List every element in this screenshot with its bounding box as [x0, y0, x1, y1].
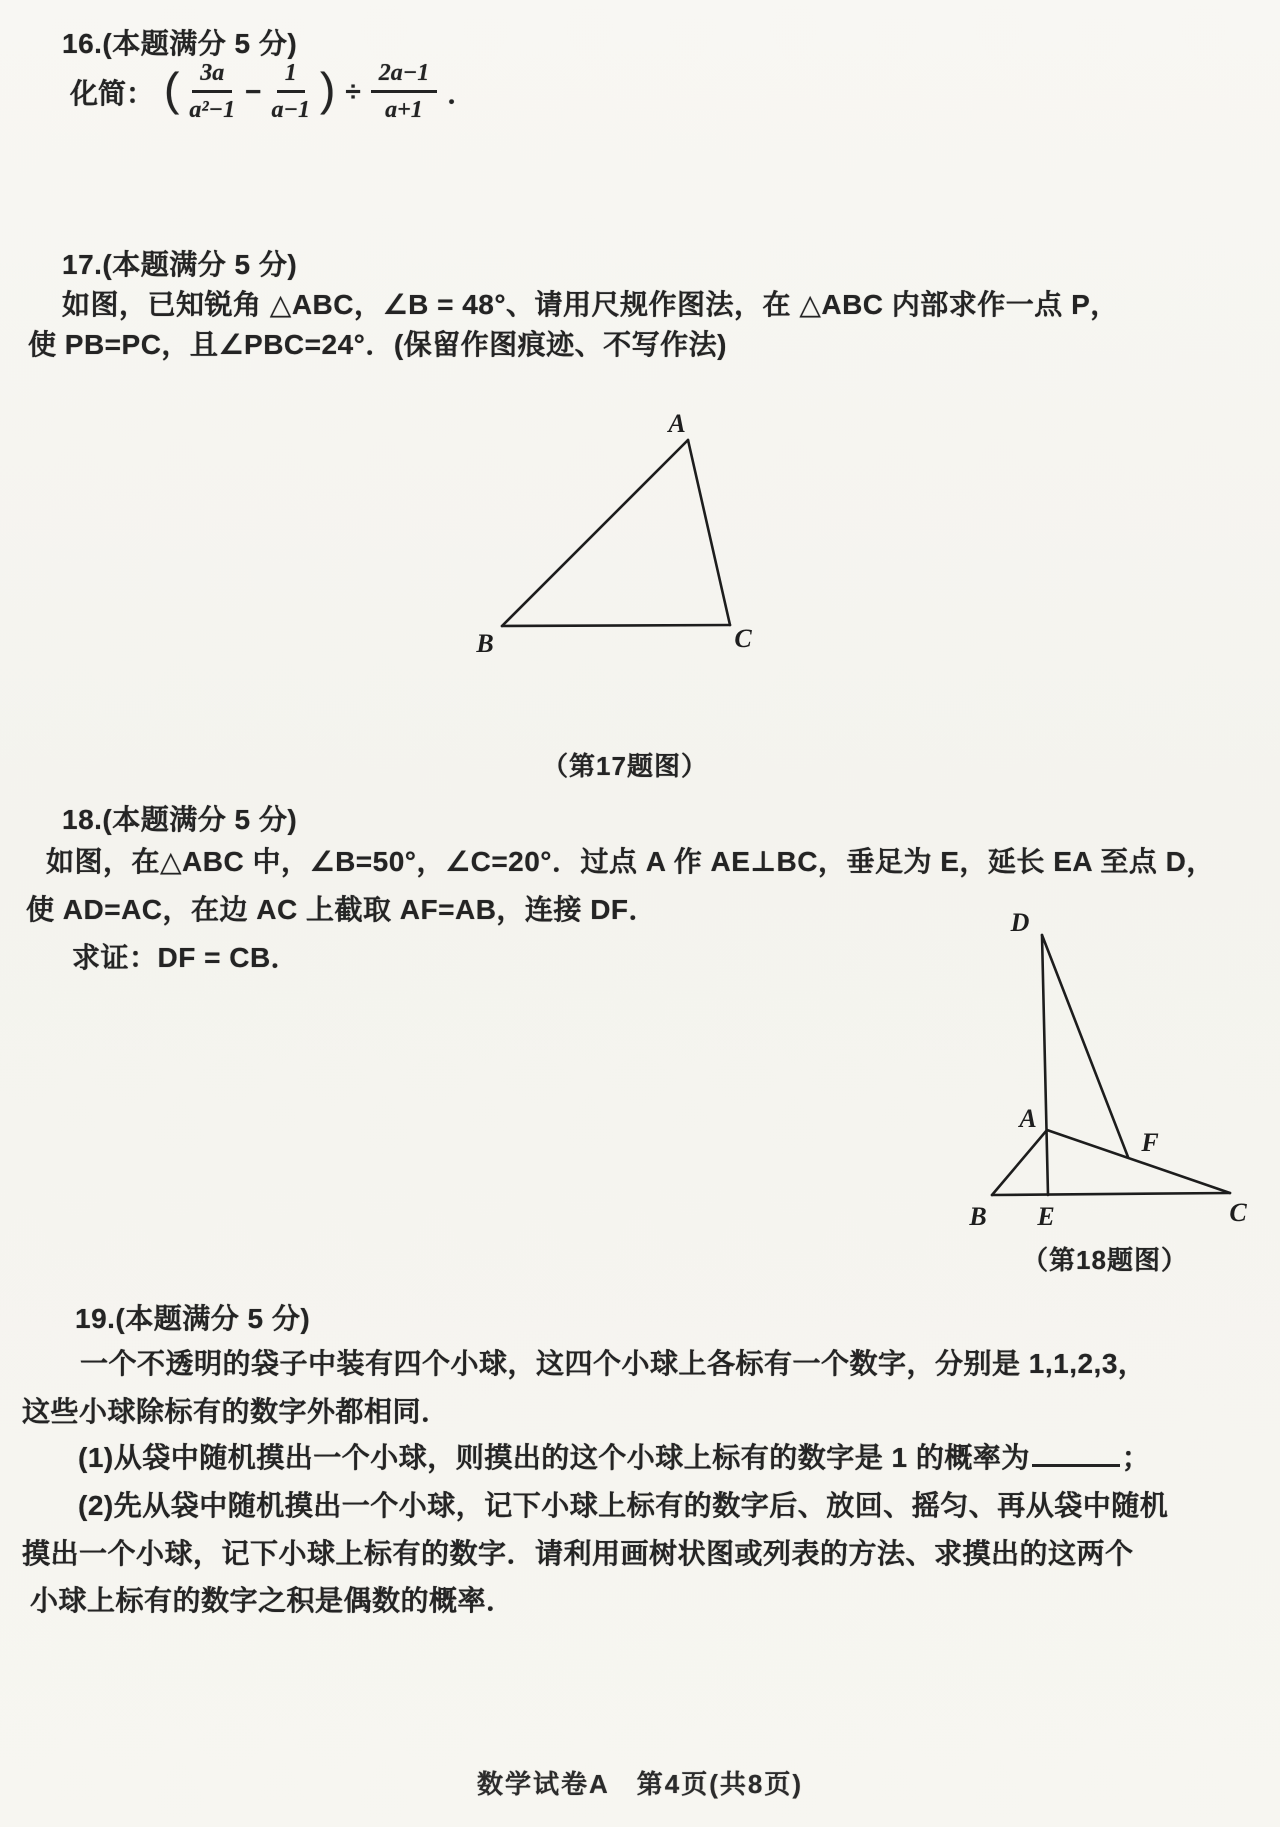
- divide-operator: ÷: [345, 75, 361, 107]
- close-paren: ): [320, 62, 336, 115]
- problem16-heading: 16.(本题满分 5 分): [62, 28, 298, 59]
- triangle-dabc-drawing: [940, 903, 1280, 1243]
- triangle-abc-drawing: [430, 400, 790, 660]
- problem18-heading: 18.(本题满分 5 分): [62, 804, 298, 835]
- problem19-part2-line2: 摸出一个小球，记下小球上标有的数字．请利用画树状图或列表的方法、求摸出的这两个: [22, 1538, 1134, 1569]
- problem19-line2: 这些小球除标有的数字外都相同．: [22, 1396, 450, 1427]
- problem18-line1: 如图，在△ABC 中，∠B=50°，∠C=20°．过点 A 作 AE⊥BC，垂足为 E，延长 EA 至点 D，: [46, 846, 1215, 877]
- vertex-label-a: A: [1019, 1104, 1037, 1133]
- problem17-heading: 17.(本题满分 5 分): [62, 249, 298, 280]
- segment-df: [1042, 935, 1128, 1157]
- problem17-figure: [430, 400, 790, 660]
- problem17-figure-caption: （第17题图）: [542, 751, 708, 781]
- problem19-part2-line3: 小球上标有的数字之积是偶数的概率．: [30, 1585, 515, 1616]
- answer-blank: [1032, 1441, 1120, 1467]
- period: ．: [447, 77, 476, 109]
- segment-bc: [992, 1193, 1230, 1195]
- fraction-1: [189, 58, 235, 125]
- problem16-expression: [70, 58, 475, 125]
- vertex-label-a: A: [668, 409, 686, 438]
- fraction-3: [371, 58, 438, 125]
- fraction-2: [271, 58, 310, 125]
- problem16-label: 化简：: [70, 77, 155, 109]
- vertex-label-d: D: [1010, 908, 1030, 937]
- problem18-figure: [940, 903, 1280, 1243]
- fraction-1-denominator: a²−1: [189, 97, 236, 123]
- segment-ac: [1047, 1130, 1230, 1193]
- problem19-part2-line1: (2)先从袋中随机摸出一个小球，记下小球上标有的数字后、放回、摇匀、再从袋中随机: [78, 1490, 1169, 1521]
- side-bc: [502, 625, 730, 626]
- vertex-label-c: C: [734, 624, 752, 653]
- vertex-label-b: B: [969, 1202, 987, 1231]
- segment-de: [1042, 935, 1048, 1195]
- problem18-line3: 求证：DF = CB．: [72, 942, 300, 973]
- problem18-line2: 使 AD=AC，在边 AC 上截取 AF=AB，连接 DF．: [26, 894, 658, 925]
- page-footer: 数学试卷A 第4页(共8页): [476, 1769, 804, 1799]
- fraction-2-numerator: 1: [277, 58, 305, 93]
- side-ca: [688, 440, 730, 625]
- vertex-label-e: E: [1037, 1202, 1055, 1231]
- vertex-label-c: C: [1229, 1198, 1247, 1227]
- problem19-line1: 一个不透明的袋子中装有四个小球，这四个小球上各标有一个数字，分别是 1,1,2,3，: [80, 1348, 1147, 1379]
- problem19-part1-punct: ；: [1121, 1442, 1151, 1473]
- problem17-line2: 使 PB=PC，且∠PBC=24°．(保留作图痕迹、不写作法): [28, 329, 727, 360]
- vertex-label-b: B: [476, 629, 494, 658]
- segment-ba: [992, 1130, 1047, 1195]
- fraction-1-numerator: 3a: [192, 58, 232, 93]
- problem17-line1: 如图，已知锐角 △ABC，∠B = 48°、请用尺规作图法，在 △ABC 内部求作一点 P，: [62, 289, 1119, 320]
- side-ab: [502, 440, 688, 626]
- problem19-heading: 19.(本题满分 5 分): [75, 1303, 311, 1334]
- open-paren: (: [164, 62, 180, 115]
- problem19-part1-text: (1)从袋中随机摸出一个小球，则摸出的这个小球上标有的数字是 1 的概率为: [78, 1442, 1030, 1473]
- fraction-2-denominator: a−1: [271, 97, 310, 123]
- problem18-figure-caption: （第18题图）: [1022, 1245, 1188, 1275]
- vertex-label-f: F: [1141, 1128, 1159, 1157]
- problem19-part1: [78, 1436, 1150, 1476]
- fraction-3-numerator: 2a−1: [371, 58, 438, 93]
- fraction-3-denominator: a+1: [385, 97, 423, 123]
- minus-operator: −: [245, 75, 262, 107]
